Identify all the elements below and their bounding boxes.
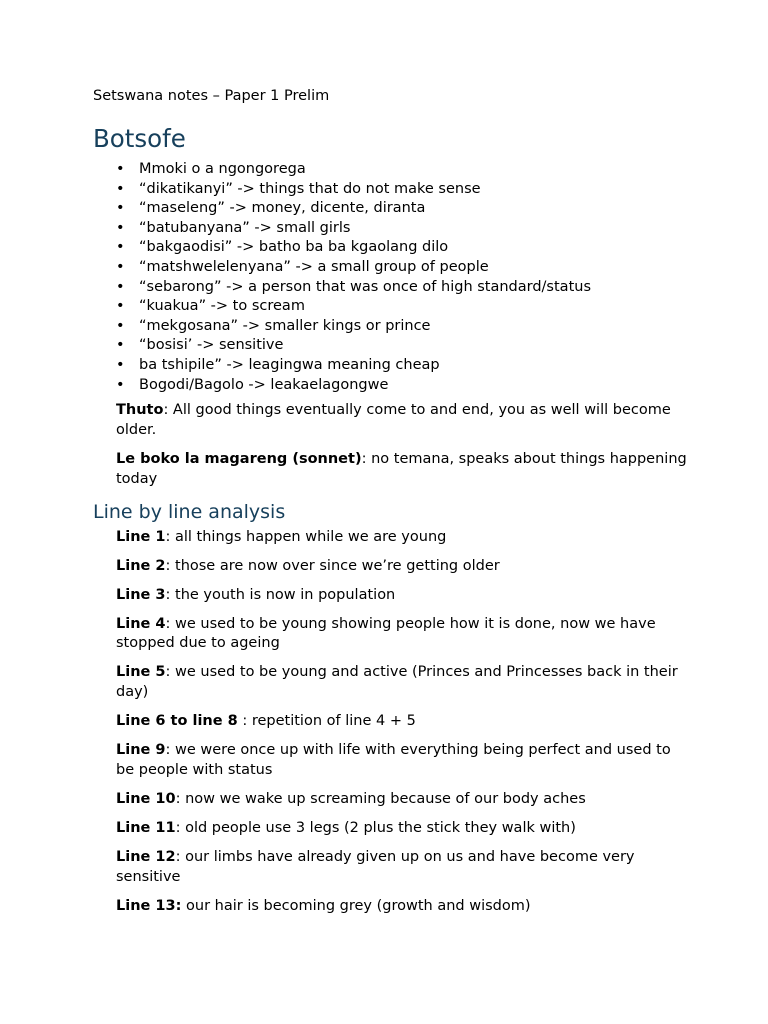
list-item: • Bogodi/Bagolo -> leakaelagongwe <box>93 376 693 396</box>
analysis-line: Line 11: old people use 3 legs (2 plus the stick they walk with) <box>116 820 576 837</box>
analysis-line: Line 12: our limbs have already given up on us and have become very sensitive <box>116 849 635 885</box>
thuto-text: : All good things eventually come to and end, you as well will become older. <box>116 402 671 438</box>
list-item: • “bakgaodisi” -> batho ba ba kgaolang dilo <box>93 238 693 258</box>
bullet-icon: • <box>116 239 125 256</box>
list-item: • Mmoki o a ngongorega <box>93 160 693 180</box>
sonnet-paragraph <box>116 450 693 489</box>
list-item: • ba tshipile” -> leagingwa meaning cheap <box>93 356 693 376</box>
analysis-line: Line 6 to line 8 : repetition of line 4 + 5 <box>116 713 416 730</box>
bullet-icon: • <box>116 180 125 197</box>
list-item: • “sebarong” -> a person that was once of high standard/status <box>93 278 693 298</box>
bullet-icon: • <box>116 219 125 236</box>
sonnet-label: Le boko la magareng (sonnet) <box>116 451 362 468</box>
analysis-line: Line 10: now we wake up screaming because of our body aches <box>116 790 586 807</box>
analysis-line: Line 1: all things happen while we are young <box>116 528 447 545</box>
analysis-line: Line 5: we used to be young and active (Princes and Princesses back in their day) <box>116 664 678 701</box>
bullet-icon: • <box>116 298 125 315</box>
line-analysis-list <box>93 528 693 917</box>
bullet-icon: • <box>116 278 125 295</box>
list-item: • “batubanyana” -> small girls <box>93 219 693 239</box>
sonnet-text: : no temana, speaks about things happening today <box>116 451 687 487</box>
analysis-line: Line 9: we were once up with life with everything being perfect and used to be people with status <box>116 742 671 778</box>
list-item: • “matshwelelenyana” -> a small group of people <box>93 258 693 278</box>
analysis-line: Line 3: the youth is now in population <box>116 586 396 603</box>
analysis-line: Line 4: we used to be young showing people how it is done, now we have stopped due to ageing <box>116 615 656 652</box>
list-item: • “kuakua” -> to scream <box>93 297 693 317</box>
list-item: • “mekgosana” -> smaller kings or prince <box>93 317 693 337</box>
thuto-label: Thuto <box>116 402 164 419</box>
vocabulary-list <box>93 160 693 395</box>
analysis-line: Line 2: those are now over since we’re getting older <box>116 557 500 574</box>
list-item: • “dikatikanyi” -> things that do not make sense <box>93 180 693 200</box>
list-item: • “maseleng” -> money, dicente, diranta <box>93 199 693 219</box>
list-item: • “bosisi’ -> sensitive <box>93 336 693 356</box>
section-heading-line-analysis: Line by line analysis <box>93 500 286 523</box>
bullet-icon: • <box>116 200 125 217</box>
bullet-icon: • <box>116 161 125 177</box>
bullet-icon: • <box>116 356 125 373</box>
bullet-icon: • <box>116 337 125 354</box>
analysis-line: Line 13: our hair is becoming grey (growth and wisdom) <box>116 897 531 914</box>
document-title: Setswana notes – Paper 1 Prelim <box>93 88 330 104</box>
section-heading-botsofe: Botsofe <box>93 124 186 153</box>
bullet-icon: • <box>116 317 125 334</box>
thuto-paragraph <box>116 401 693 440</box>
bullet-icon: • <box>116 258 125 275</box>
document-page <box>93 86 693 926</box>
bullet-icon: • <box>116 376 125 393</box>
